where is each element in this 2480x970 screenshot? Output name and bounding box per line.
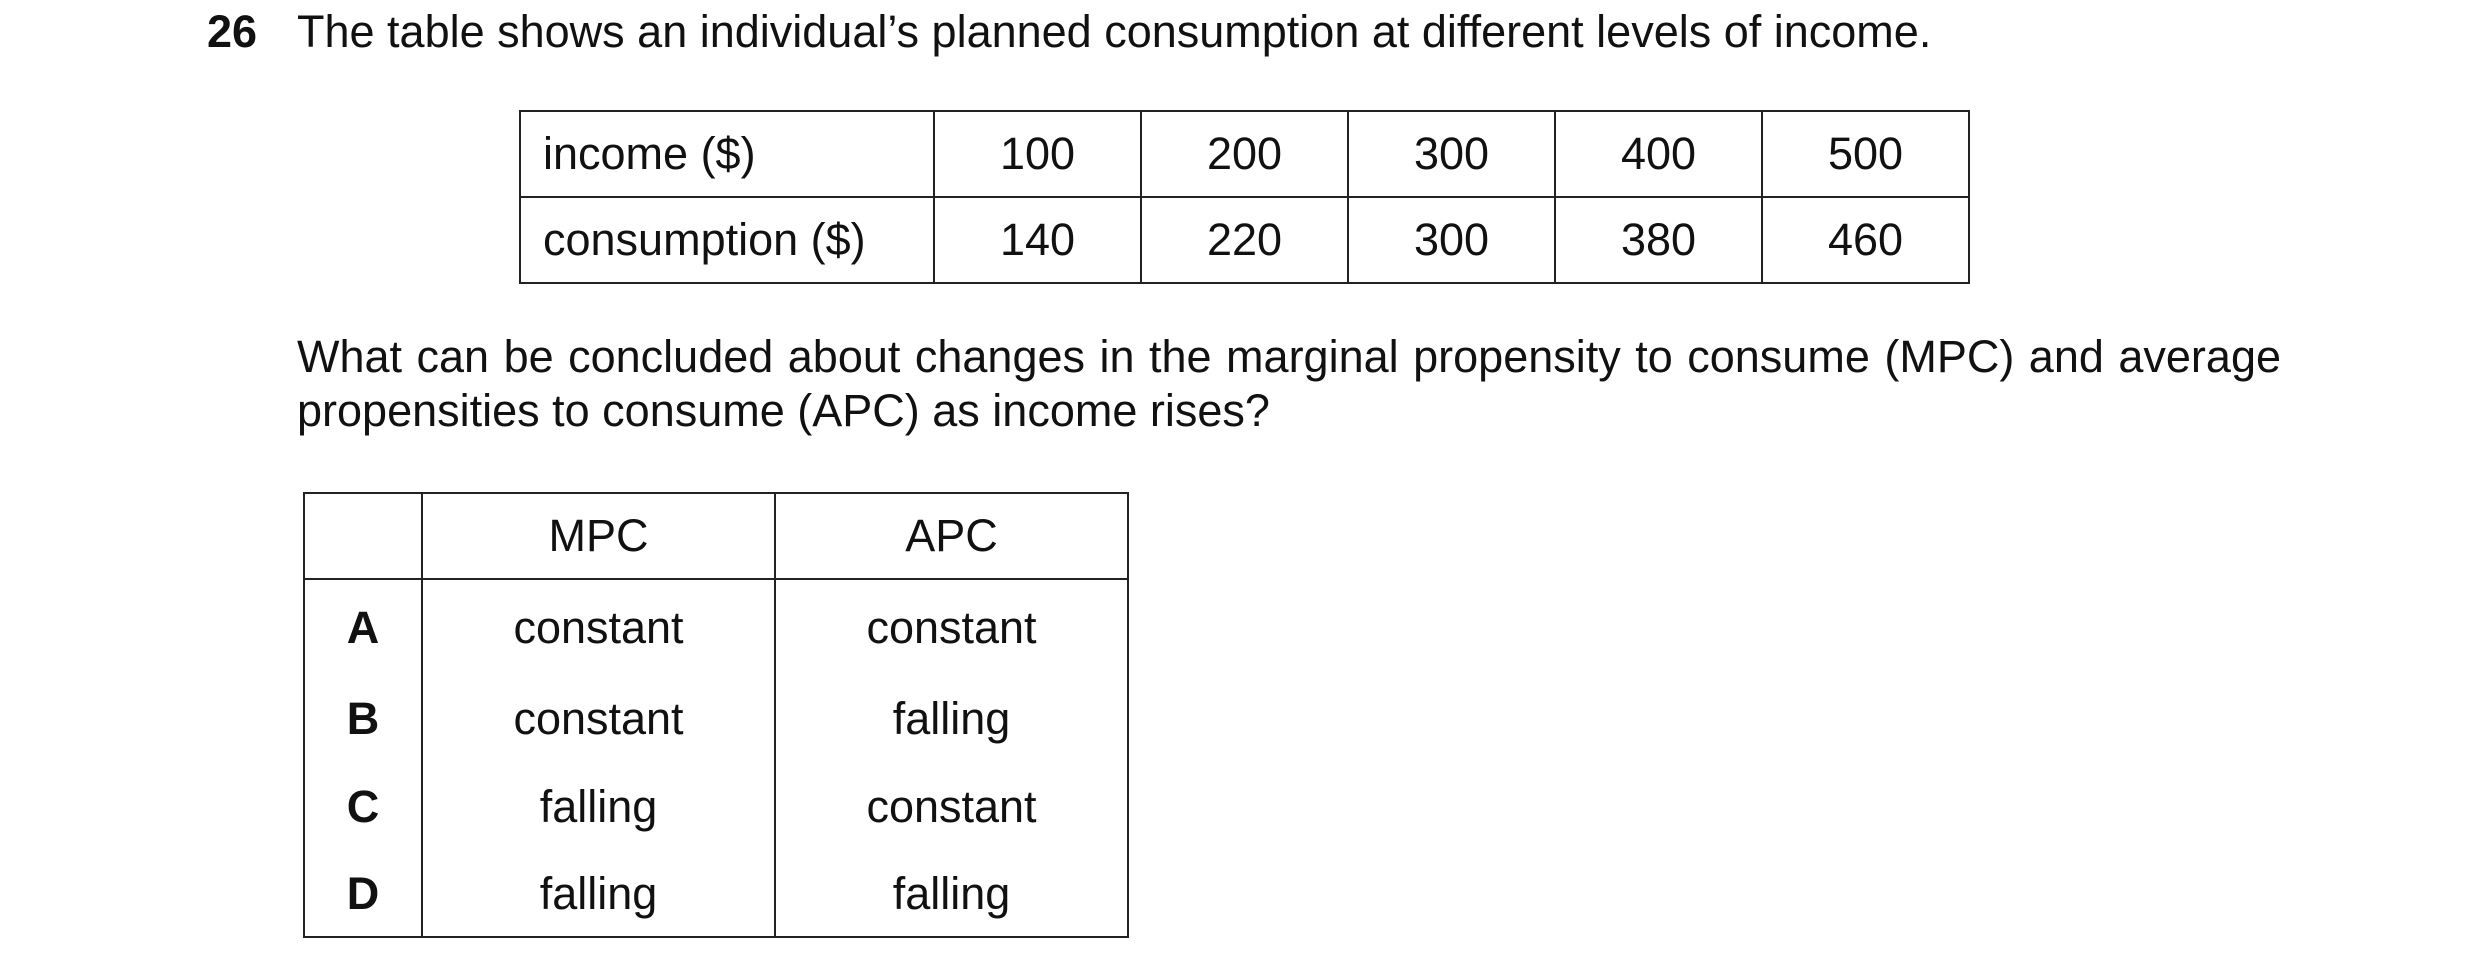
income-value: 100 <box>934 111 1141 197</box>
answer-options-table <box>303 492 1129 938</box>
table-row-income <box>520 111 1969 197</box>
question-number: 26 <box>207 6 258 57</box>
header-apc: APC <box>775 493 1128 579</box>
consumption-value: 140 <box>934 197 1141 283</box>
consumption-value: 380 <box>1555 197 1762 283</box>
header-blank <box>304 493 422 579</box>
income-value: 400 <box>1555 111 1762 197</box>
table-row-consumption <box>520 197 1969 283</box>
option-apc: falling <box>775 675 1128 763</box>
consumption-value: 220 <box>1141 197 1348 283</box>
option-row-a[interactable] <box>304 579 1128 675</box>
option-mpc: constant <box>422 675 775 763</box>
consumption-value: 460 <box>1762 197 1969 283</box>
option-row-c[interactable] <box>304 763 1128 851</box>
option-row-d[interactable] <box>304 851 1128 937</box>
income-consumption-table <box>519 110 1970 284</box>
income-value: 300 <box>1348 111 1555 197</box>
option-letter: C <box>304 763 422 851</box>
option-apc: falling <box>775 851 1128 937</box>
option-letter: D <box>304 851 422 937</box>
option-apc: constant <box>775 579 1128 675</box>
option-letter: A <box>304 579 422 675</box>
option-mpc: constant <box>422 579 775 675</box>
question-prompt: What can be concluded about changes in the marginal propensity to consume (MPC) and average propensities to consume (APC) as income rises? <box>297 331 2281 436</box>
option-mpc: falling <box>422 851 775 937</box>
income-value: 500 <box>1762 111 1969 197</box>
options-header-row <box>304 493 1128 579</box>
consumption-value: 300 <box>1348 197 1555 283</box>
row-label-consumption: consumption ($) <box>520 197 934 283</box>
option-mpc: falling <box>422 763 775 851</box>
question-intro: The table shows an individual’s planned consumption at different levels of income. <box>297 6 1932 57</box>
income-value: 200 <box>1141 111 1348 197</box>
option-row-b[interactable] <box>304 675 1128 763</box>
row-label-income: income ($) <box>520 111 934 197</box>
header-mpc: MPC <box>422 493 775 579</box>
option-apc: constant <box>775 763 1128 851</box>
option-letter: B <box>304 675 422 763</box>
